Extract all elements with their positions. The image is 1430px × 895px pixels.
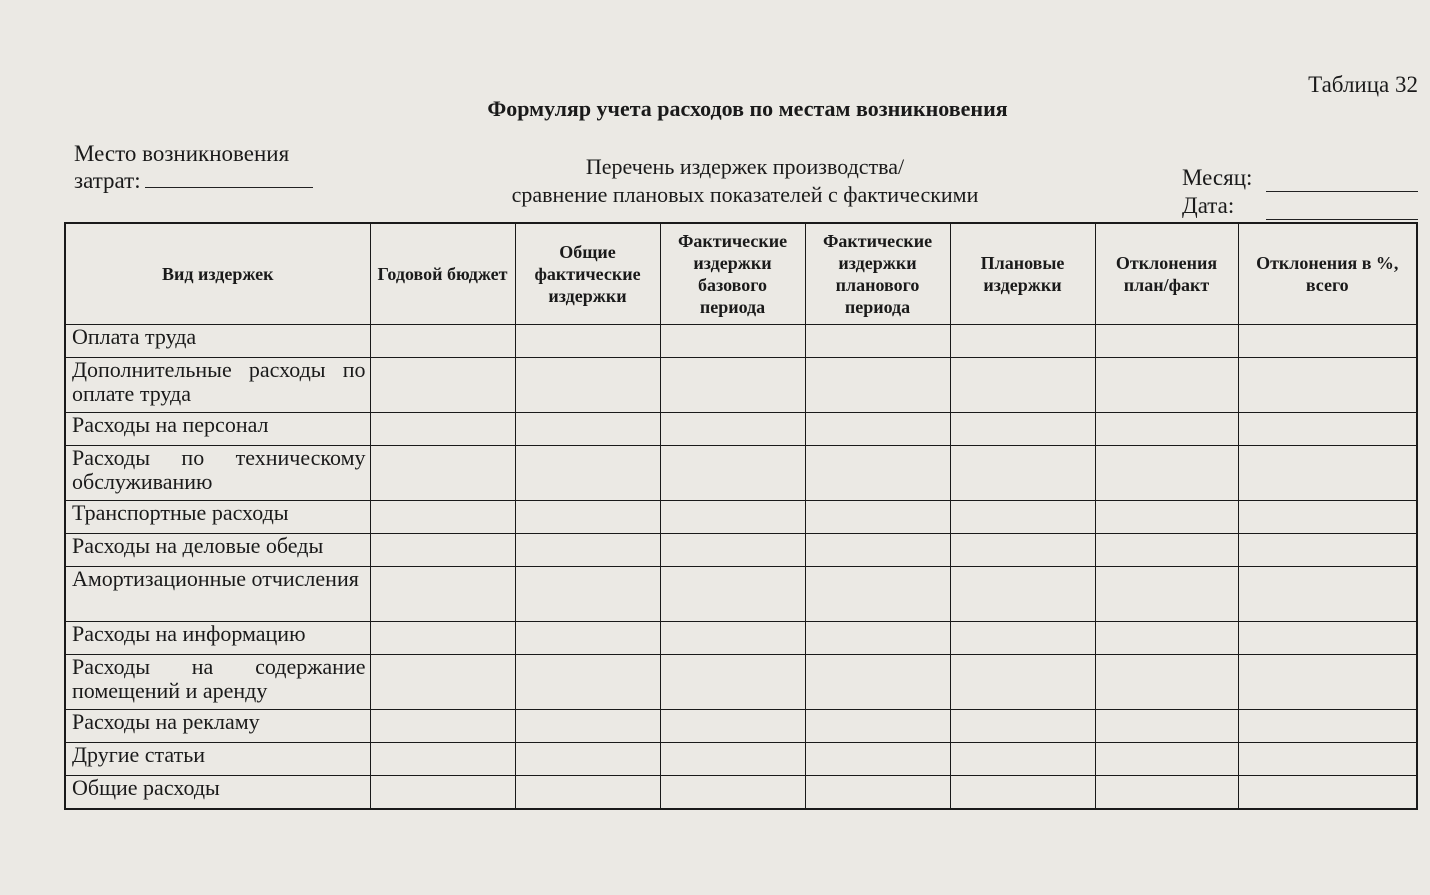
- table-cell[interactable]: [515, 743, 660, 776]
- table-row: [65, 501, 1417, 534]
- table-cell[interactable]: [370, 655, 515, 710]
- table-cell[interactable]: [1095, 413, 1238, 446]
- row-label: Оплата труда: [65, 325, 370, 358]
- row-label: Транспортные расходы: [65, 501, 370, 534]
- table-cell[interactable]: [370, 743, 515, 776]
- table-cell[interactable]: [805, 743, 950, 776]
- table-cell[interactable]: [515, 710, 660, 743]
- header-deviation-percent: Отклонения в %, всего: [1238, 223, 1417, 325]
- table-row: [65, 534, 1417, 567]
- table-cell[interactable]: [805, 325, 950, 358]
- table-cell[interactable]: [660, 325, 805, 358]
- table-cell[interactable]: [950, 776, 1095, 810]
- table-cell[interactable]: [1238, 501, 1417, 534]
- table-cell[interactable]: [1095, 567, 1238, 622]
- table-row: [65, 710, 1417, 743]
- table-cell[interactable]: [370, 622, 515, 655]
- table-cell[interactable]: [660, 776, 805, 810]
- table-row: [65, 622, 1417, 655]
- table-cell[interactable]: [805, 413, 950, 446]
- table-cell[interactable]: [805, 501, 950, 534]
- header-cost-type: Вид издержек: [65, 223, 370, 325]
- cost-center-label-line2: затрат:: [74, 168, 141, 193]
- table-cell[interactable]: [1238, 534, 1417, 567]
- form-subtitle: [445, 153, 1045, 209]
- table-cell[interactable]: [1238, 446, 1417, 501]
- table-cell[interactable]: [1238, 413, 1417, 446]
- table-cell[interactable]: [805, 622, 950, 655]
- table-cell[interactable]: [515, 776, 660, 810]
- table-cell[interactable]: [950, 710, 1095, 743]
- table-cell[interactable]: [950, 325, 1095, 358]
- header-actual-base-period: Фактические издержки базового периода: [660, 223, 805, 325]
- table-cell[interactable]: [1238, 622, 1417, 655]
- cost-table: [64, 222, 1418, 810]
- page-title: Формуляр учета расходов по местам возникновения: [487, 96, 1008, 121]
- table-cell[interactable]: [370, 501, 515, 534]
- table-cell[interactable]: [805, 534, 950, 567]
- table-cell[interactable]: [805, 446, 950, 501]
- table-cell[interactable]: [515, 501, 660, 534]
- table-row: [65, 567, 1417, 622]
- period-fields: [1182, 164, 1418, 220]
- header-annual-budget: Годовой бюджет: [370, 223, 515, 325]
- table-cell[interactable]: [370, 358, 515, 413]
- table-cell[interactable]: [805, 655, 950, 710]
- table-row: [65, 743, 1417, 776]
- table-cell[interactable]: [515, 655, 660, 710]
- table-row: [65, 776, 1417, 810]
- header-total-actual: Общие фактические издержки: [515, 223, 660, 325]
- table-cell[interactable]: [1238, 567, 1417, 622]
- table-cell[interactable]: [1238, 358, 1417, 413]
- subtitle-line1: Перечень издержек производства/: [585, 154, 905, 179]
- row-label: Общие расходы: [65, 776, 370, 810]
- date-blank: [1266, 201, 1418, 220]
- row-label: Другие статьи: [65, 743, 370, 776]
- table-row: [65, 358, 1417, 413]
- row-label: Дополнительные расходы по оплате труда: [65, 358, 370, 413]
- row-label: Расходы на информацию: [65, 622, 370, 655]
- table-cell[interactable]: [660, 534, 805, 567]
- table-cell[interactable]: [1095, 534, 1238, 567]
- table-cell[interactable]: [805, 710, 950, 743]
- table-cell[interactable]: [370, 325, 515, 358]
- table-cell[interactable]: [950, 743, 1095, 776]
- table-cell[interactable]: [515, 413, 660, 446]
- table-cell[interactable]: [660, 446, 805, 501]
- table-cell[interactable]: [660, 622, 805, 655]
- table-cell[interactable]: [515, 446, 660, 501]
- header-planned: Плановые издержки: [950, 223, 1095, 325]
- table-cell[interactable]: [950, 358, 1095, 413]
- table-cell[interactable]: [950, 413, 1095, 446]
- table-cell[interactable]: [515, 534, 660, 567]
- header-deviation-plan-fact: Отклонения план/факт: [1095, 223, 1238, 325]
- subtitle-line2: сравнение плановых показателей с фактическими: [511, 182, 979, 207]
- table-row: [65, 655, 1417, 710]
- cost-center-blank: [145, 169, 313, 188]
- table-cell[interactable]: [515, 567, 660, 622]
- row-label: Расходы на деловые обеды: [65, 534, 370, 567]
- table-row: [65, 446, 1417, 501]
- table-cell[interactable]: [660, 710, 805, 743]
- table-cell[interactable]: [950, 655, 1095, 710]
- table-cell[interactable]: [950, 534, 1095, 567]
- table-cell[interactable]: [515, 325, 660, 358]
- table-cell[interactable]: [1238, 743, 1417, 776]
- table-cell[interactable]: [660, 567, 805, 622]
- table-cell[interactable]: [1095, 501, 1238, 534]
- table-cell[interactable]: [1095, 655, 1238, 710]
- table-cell[interactable]: [950, 567, 1095, 622]
- table-row: [65, 325, 1417, 358]
- row-label: Амортизационные отчисления: [65, 567, 370, 622]
- table-cell[interactable]: [370, 776, 515, 810]
- table-cell[interactable]: [660, 413, 805, 446]
- table-cell[interactable]: [1095, 325, 1238, 358]
- header-actual-plan-period: Фактические издержки планового периода: [805, 223, 950, 325]
- table-cell[interactable]: [370, 446, 515, 501]
- table-cell[interactable]: [660, 655, 805, 710]
- table-cell[interactable]: [370, 710, 515, 743]
- table-cell[interactable]: [370, 567, 515, 622]
- month-label: Месяц:: [1182, 165, 1253, 190]
- table-cell[interactable]: [805, 567, 950, 622]
- table-cell[interactable]: [1095, 776, 1238, 810]
- table-cell[interactable]: [1095, 446, 1238, 501]
- date-label: Дата:: [1182, 193, 1235, 218]
- table-cell[interactable]: [515, 622, 660, 655]
- table-cell[interactable]: [950, 501, 1095, 534]
- table-cell[interactable]: [370, 413, 515, 446]
- table-cell[interactable]: [950, 446, 1095, 501]
- month-blank: [1266, 173, 1418, 192]
- table-cell[interactable]: [805, 358, 950, 413]
- table-cell[interactable]: [1238, 655, 1417, 710]
- table-cell[interactable]: [805, 776, 950, 810]
- table-row: [65, 413, 1417, 446]
- table-cell[interactable]: [370, 534, 515, 567]
- table-cell[interactable]: [1238, 776, 1417, 810]
- table-cell[interactable]: [1095, 743, 1238, 776]
- table-header-row: [65, 223, 1417, 325]
- table-cell[interactable]: [660, 501, 805, 534]
- table-cell[interactable]: [950, 622, 1095, 655]
- table-cell[interactable]: [1238, 710, 1417, 743]
- table-cell[interactable]: [1095, 710, 1238, 743]
- table-number: Таблица 32: [1308, 72, 1418, 97]
- row-label: Расходы на рекламу: [65, 710, 370, 743]
- table-cell[interactable]: [1095, 358, 1238, 413]
- table-cell[interactable]: [660, 743, 805, 776]
- table-cell[interactable]: [1238, 325, 1417, 358]
- row-label: Расходы по техническому обслуживанию: [65, 446, 370, 501]
- table-cell[interactable]: [515, 358, 660, 413]
- table-cell[interactable]: [660, 358, 805, 413]
- row-label: Расходы на содержание помещений и аренду: [65, 655, 370, 710]
- cost-center-field: [74, 140, 313, 194]
- cost-center-label-line1: Место возникновения: [74, 141, 290, 166]
- table-cell[interactable]: [1095, 622, 1238, 655]
- row-label: Расходы на персонал: [65, 413, 370, 446]
